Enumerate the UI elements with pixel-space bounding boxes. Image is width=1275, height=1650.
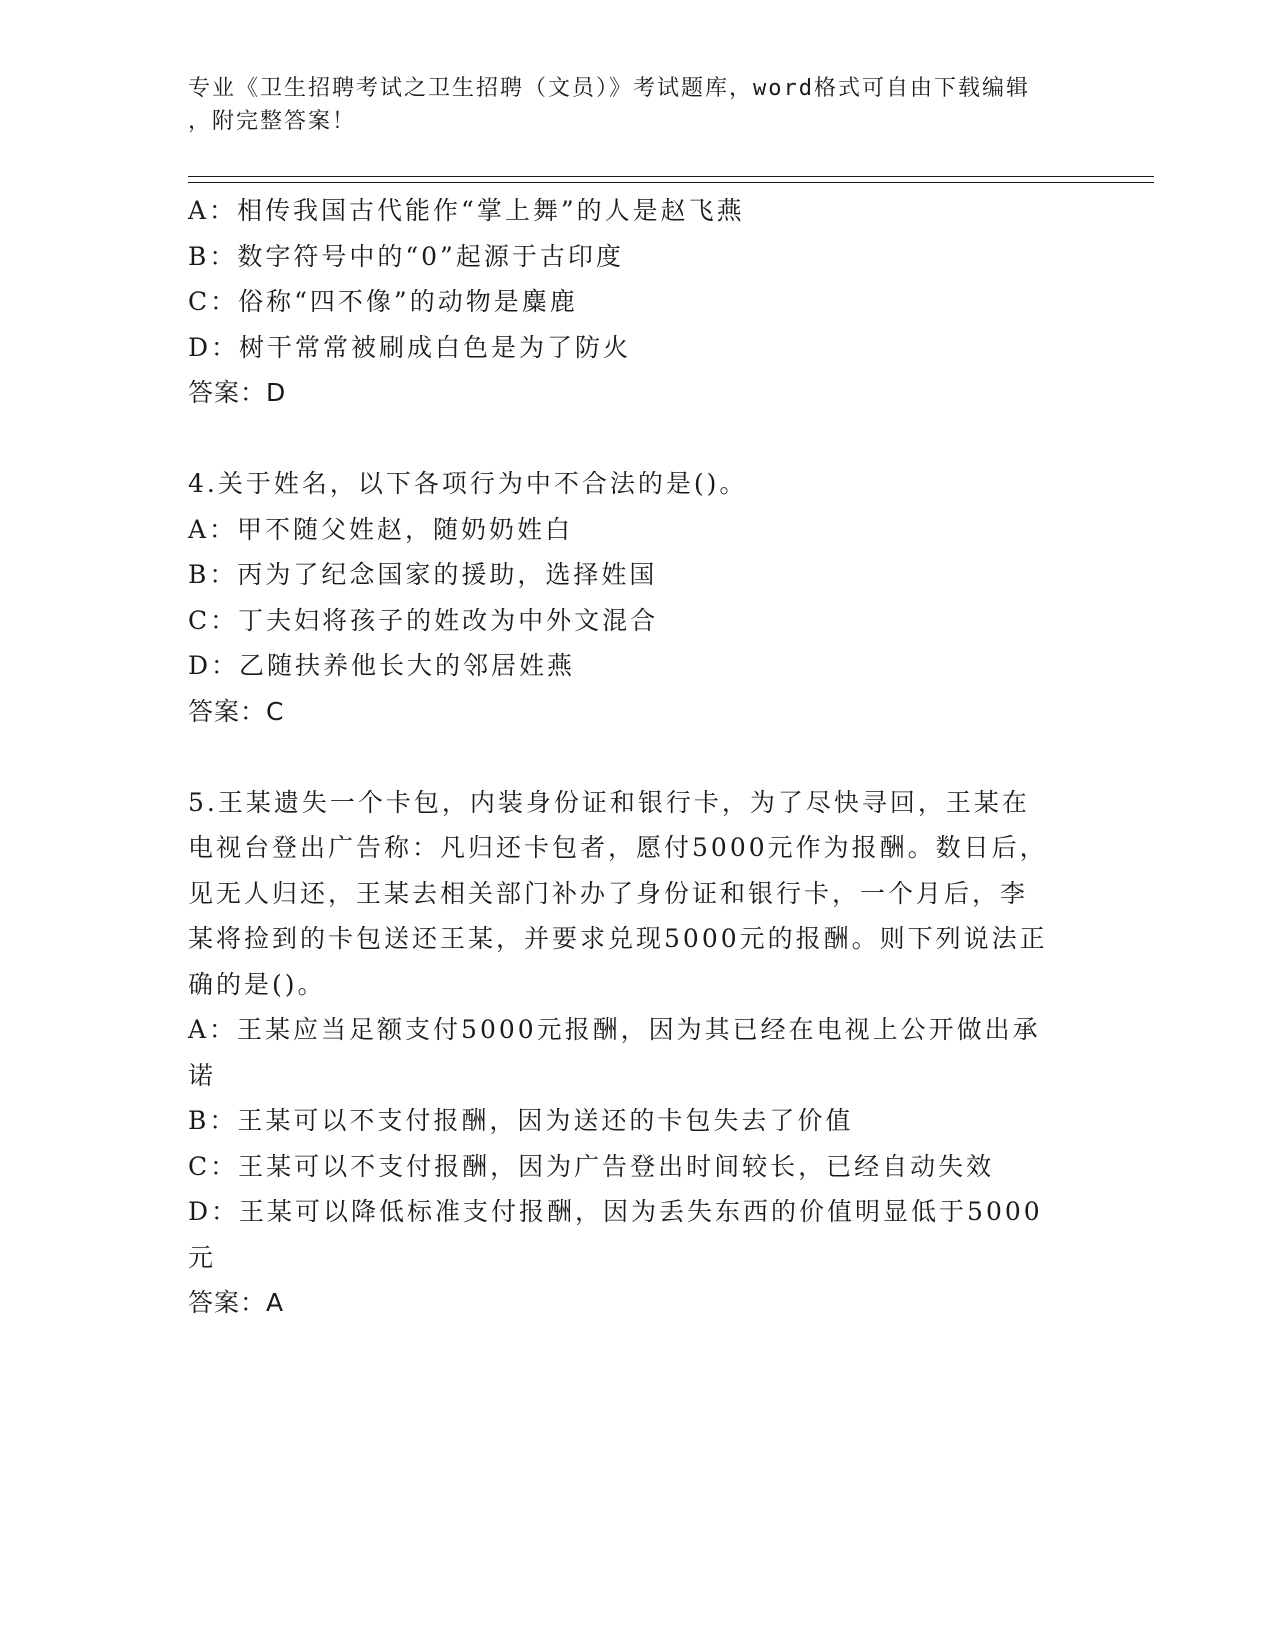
question-stem-line-2: 电视台登出广告称：凡归还卡包者，愿付5000元作为报酬。数日后， bbox=[188, 833, 1048, 862]
document-header bbox=[188, 72, 1068, 138]
option-b: B：数字符号中的“0”起源于古印度 bbox=[188, 241, 624, 271]
option-c: C：王某可以不支付报酬，因为广告登出时间较长，已经自动失效 bbox=[188, 1151, 995, 1181]
question-4 bbox=[188, 461, 1088, 734]
option-a: A：相传我国古代能作“掌上舞”的人是赵飞燕 bbox=[188, 196, 745, 225]
header-line-1: 专业《卫生招聘考试之卫生招聘（文员）》考试题库，word格式可自由下载编辑 bbox=[188, 76, 1030, 101]
header-divider-top bbox=[188, 176, 1154, 177]
option-a-line-2: 诺 bbox=[188, 1060, 217, 1090]
option-c: C：俗称“四不像”的动物是麋鹿 bbox=[188, 287, 578, 316]
question-5 bbox=[188, 780, 1088, 1326]
question-stem-line-5: 确的是()。 bbox=[188, 969, 326, 999]
option-a: A：甲不随父姓赵，随奶奶姓白 bbox=[188, 514, 574, 544]
option-d: D：树干常常被刷成白色是为了防火 bbox=[188, 332, 632, 362]
option-d: D：乙随扶养他长大的邻居姓燕 bbox=[188, 651, 576, 680]
answer: 答案：D bbox=[188, 378, 287, 407]
option-b: B：丙为了纪念国家的援助，选择姓国 bbox=[188, 560, 658, 589]
question-content bbox=[188, 188, 1088, 1326]
option-b: B：王某可以不支付报酬，因为送还的卡包失去了价值 bbox=[188, 1106, 854, 1135]
question-stem-line-4: 某将捡到的卡包送还王某，并要求兑现5000元的报酬。则下列说法正 bbox=[188, 924, 1048, 953]
option-a-line-1: A：王某应当足额支付5000元报酬，因为其已经在电视上公开做出承 bbox=[188, 1015, 1041, 1044]
question-stem-line-1: 5.王某遗失一个卡包，内装身份证和银行卡，为了尽快寻回，王某在 bbox=[188, 787, 1030, 817]
spacer bbox=[188, 416, 1088, 462]
question-3 bbox=[188, 188, 1088, 416]
question-stem-line-3: 见无人归还，王某去相关部门补办了身份证和银行卡，一个月后，李 bbox=[188, 878, 1029, 908]
option-d-line-1: D：王某可以降低标准支付报酬，因为丢失东西的价值明显低于5000 bbox=[188, 1197, 1043, 1226]
question-stem: 4.关于姓名，以下各项行为中不合法的是()。 bbox=[188, 469, 748, 498]
answer: 答案：A bbox=[188, 1288, 285, 1317]
header-divider-bottom bbox=[188, 182, 1154, 183]
option-c: C：丁夫妇将孩子的姓改为中外文混合 bbox=[188, 605, 659, 635]
option-d-line-2: 元 bbox=[188, 1242, 217, 1272]
header-line-2: ，附完整答案！ bbox=[188, 109, 357, 134]
spacer bbox=[188, 734, 1088, 780]
answer: 答案：C bbox=[188, 696, 285, 726]
